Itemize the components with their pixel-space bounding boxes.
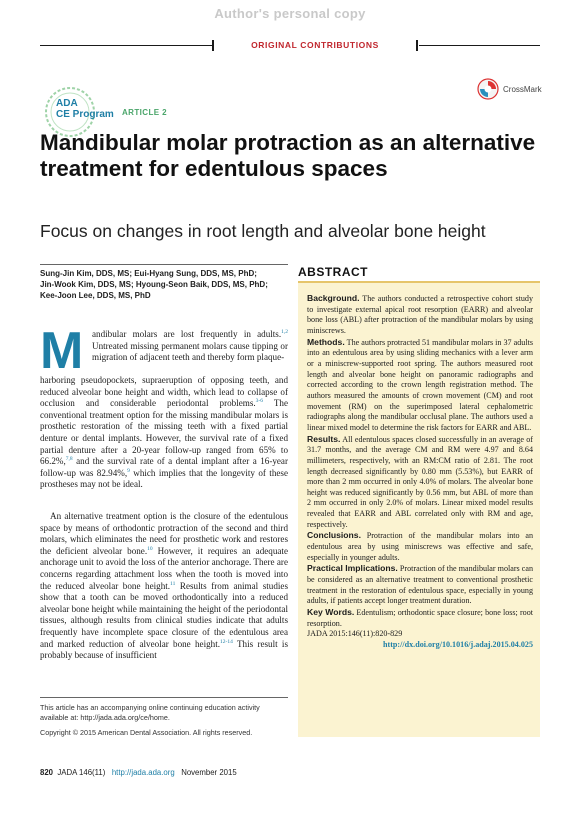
author-line: Jin-Wook Kim, DDS, MS; Hyoung-Seon Baik, DDS, MS, PhD; (40, 280, 268, 289)
ce-line2: CE Program (56, 109, 114, 120)
online-ce-note: This article has an accompanying online continuing education activity available at: http://jada.ada.org/ce/home. (40, 703, 260, 722)
paragraph-1-body (40, 375, 288, 491)
section-label: Results. (307, 433, 341, 444)
paragraph-1-lead (92, 329, 288, 364)
citation-ref[interactable]: 12-14 (220, 638, 233, 645)
crossmark-label: CrossMark (503, 84, 542, 94)
section-text: Protraction of the mandibular molars can be considered as an alternative treatment to conventional prosthetic treatment in the restoration of edentulous space, especially in young adults, if patients accept longer treatment duration. (307, 564, 534, 606)
section-tick-right (416, 40, 418, 51)
text-span: andibular molars are lost frequently in adults. (92, 329, 282, 339)
abstract-section-results (307, 434, 533, 531)
abstract-section-methods (307, 337, 533, 434)
section-label: Key Words. (307, 607, 355, 618)
text-span: which implies that the longevity of these prostheses may not be ideal. (40, 467, 288, 490)
section-text: The authors conducted a retrospective cohort study to investigate external apical root resorption (EARR) and alveolar bone loss (ABL) after protraction of the mandibular molars by using miniscrews. (307, 294, 533, 335)
article-subtitle: Focus on changes in root length and alveolar bone height (40, 221, 486, 241)
citation-ref[interactable]: 7,8 (65, 456, 73, 463)
paragraph-2 (40, 511, 288, 662)
abstract-panel (298, 281, 540, 737)
section-header (40, 40, 540, 52)
doi-link[interactable]: http://dx.doi.org/10.1016/j.adaj.2015.04.025 (383, 640, 533, 649)
section-tick-left (212, 40, 214, 51)
section-text: The authors protracted 51 mandibular molars in 37 adults into an edentulous area by using sliding mechanics with a lever arm or a miniscrew-supported root spring. The authors measured root length and alveolar bone height on panoramic radiographs and corrected according to the crown length registration method. The authors measured the amounts of crown movement (CM) and root movement (RM) on the superimposed lateral cephalometric radiographs along the mandibular occlusal plane. The authors used a linear mixed model to determine the risk factors for EARR and ABL. (307, 337, 533, 432)
text-span: Untreated missing permanent molars cause tipping or migration of adjacent teeth and thereby form plaque- (92, 340, 288, 363)
abstract-section-conclusions (307, 530, 533, 563)
journal-url-link[interactable]: http://jada.ada.org (111, 768, 175, 777)
text-span: harboring pseudopockets, supraeruption of opposing teeth, and reduced alveolar bone height and width, which lead to collapse of occlusion and considerable periodontal problems. (40, 375, 288, 409)
authors-divider (40, 264, 288, 265)
citation-ref[interactable]: 1,2 (281, 328, 288, 335)
article-tag: ARTICLE 2 (122, 108, 167, 117)
crossmark-badge[interactable] (477, 78, 542, 100)
citation-ref[interactable]: 10 (147, 545, 153, 552)
page-number: 820 (40, 768, 54, 777)
text-span: An alternative treatment option is the closure of the edentulous space by means of orthodontic protraction of the second and third molars, which eliminates the need for prosthetic work and restores the deficient alveolar bone. (40, 511, 288, 556)
citation-ref[interactable]: 11 (170, 580, 176, 587)
section-text: Protraction of the mandibular molars into an edentulous area by using miniscrews was effective and safe, especially in younger adults. (307, 531, 533, 562)
abstract-heading: ABSTRACT (298, 265, 368, 279)
journal-issue: JADA 146(11) (57, 768, 106, 777)
author-line: Sung-Jin Kim, DDS, MS; Eui-Hyang Sung, DDS, MS, PhD; (40, 269, 257, 278)
text-span: However, it requires an adequate anchorage unit to avoid the loss of the anterior anchorage. There are concerns regarding attachment loss when the tooth is moved into the reduced alveolar bone height. (40, 545, 288, 591)
text-span: Results from animal studies show that a tooth can be moved orthodontically into a reduced alveolar bone height while maintaining the height of the periodontal tissues, although results from clinical studies indicate that adults frequently have incomplete space closure of the edentulous area and marked reduction of alveolar bone height. (40, 580, 288, 649)
section-label: ORIGINAL CONTRIBUTIONS (251, 40, 379, 50)
abstract-section-key-words (307, 607, 533, 629)
section-label: Conclusions. (307, 530, 361, 541)
watermark: Author's personal copy (214, 6, 366, 21)
section-label: Practical Implications. (307, 563, 398, 574)
drop-cap: M (40, 322, 84, 380)
section-rule-left (40, 45, 212, 46)
author-list (40, 268, 290, 301)
citation-ref[interactable]: 3-6 (255, 398, 263, 405)
footnote-divider (40, 697, 288, 698)
copyright-note: Copyright © 2015 American Dental Association. All rights reserved. (40, 728, 253, 737)
citation-ref[interactable]: 9 (127, 467, 130, 474)
article-title: Mandibular molar protraction as an alternative treatment for edentulous spaces (40, 130, 536, 181)
section-label: Background. (307, 293, 360, 303)
crossmark-icon (477, 78, 499, 100)
page-footer (40, 768, 237, 777)
abstract-section-background (307, 293, 533, 337)
section-rule-right (419, 45, 540, 46)
abstract-section-practical-implications (307, 563, 533, 607)
section-label: Methods. (307, 336, 345, 347)
abstract-body (307, 293, 533, 651)
citation-line: JADA 2015:146(11):820-829 (307, 629, 403, 639)
section-text: Edentulism; orthodontic space closure; bone loss; root resorption. (307, 608, 534, 628)
ce-line1: ADA (56, 98, 78, 109)
section-text: All edentulous spaces closed successfully in an average of 31.7 months, and the average CM and RM were 4.97 and 8.64 millimeters, respectively, with an RM:CM ratio of 2.81. The root length decreased significantly by 0.80 mm (5.53%), but EARR of more than 2 mm occurred in only 4.0% of molars. The alveolar bone height was reduced significantly by 0.56 mm, but ABL of more than 2 mm occurred in only 2.0% of molars. Linear mixed model results revealed that EARR and ABL correlated only with RM and age, respectively. (307, 434, 533, 529)
author-line: Kee-Joon Lee, DDS, MS, PhD (40, 291, 151, 300)
text-span: and the survival rate of a dental implant after a 16-year follow-up was 82.94%, (40, 456, 288, 478)
text-span: The conventional treatment option for the missing mandibular molars is prosthetic restoration of the missing teeth with a fixed partial denture or dental implants. However, the survival rate of a fixed partial denture after a 20-year follow-up ranged from 65% to 66.2%, (40, 398, 289, 467)
text-span: This result is probably because of insufficient (40, 638, 288, 661)
issue-date: November 2015 (181, 768, 237, 777)
